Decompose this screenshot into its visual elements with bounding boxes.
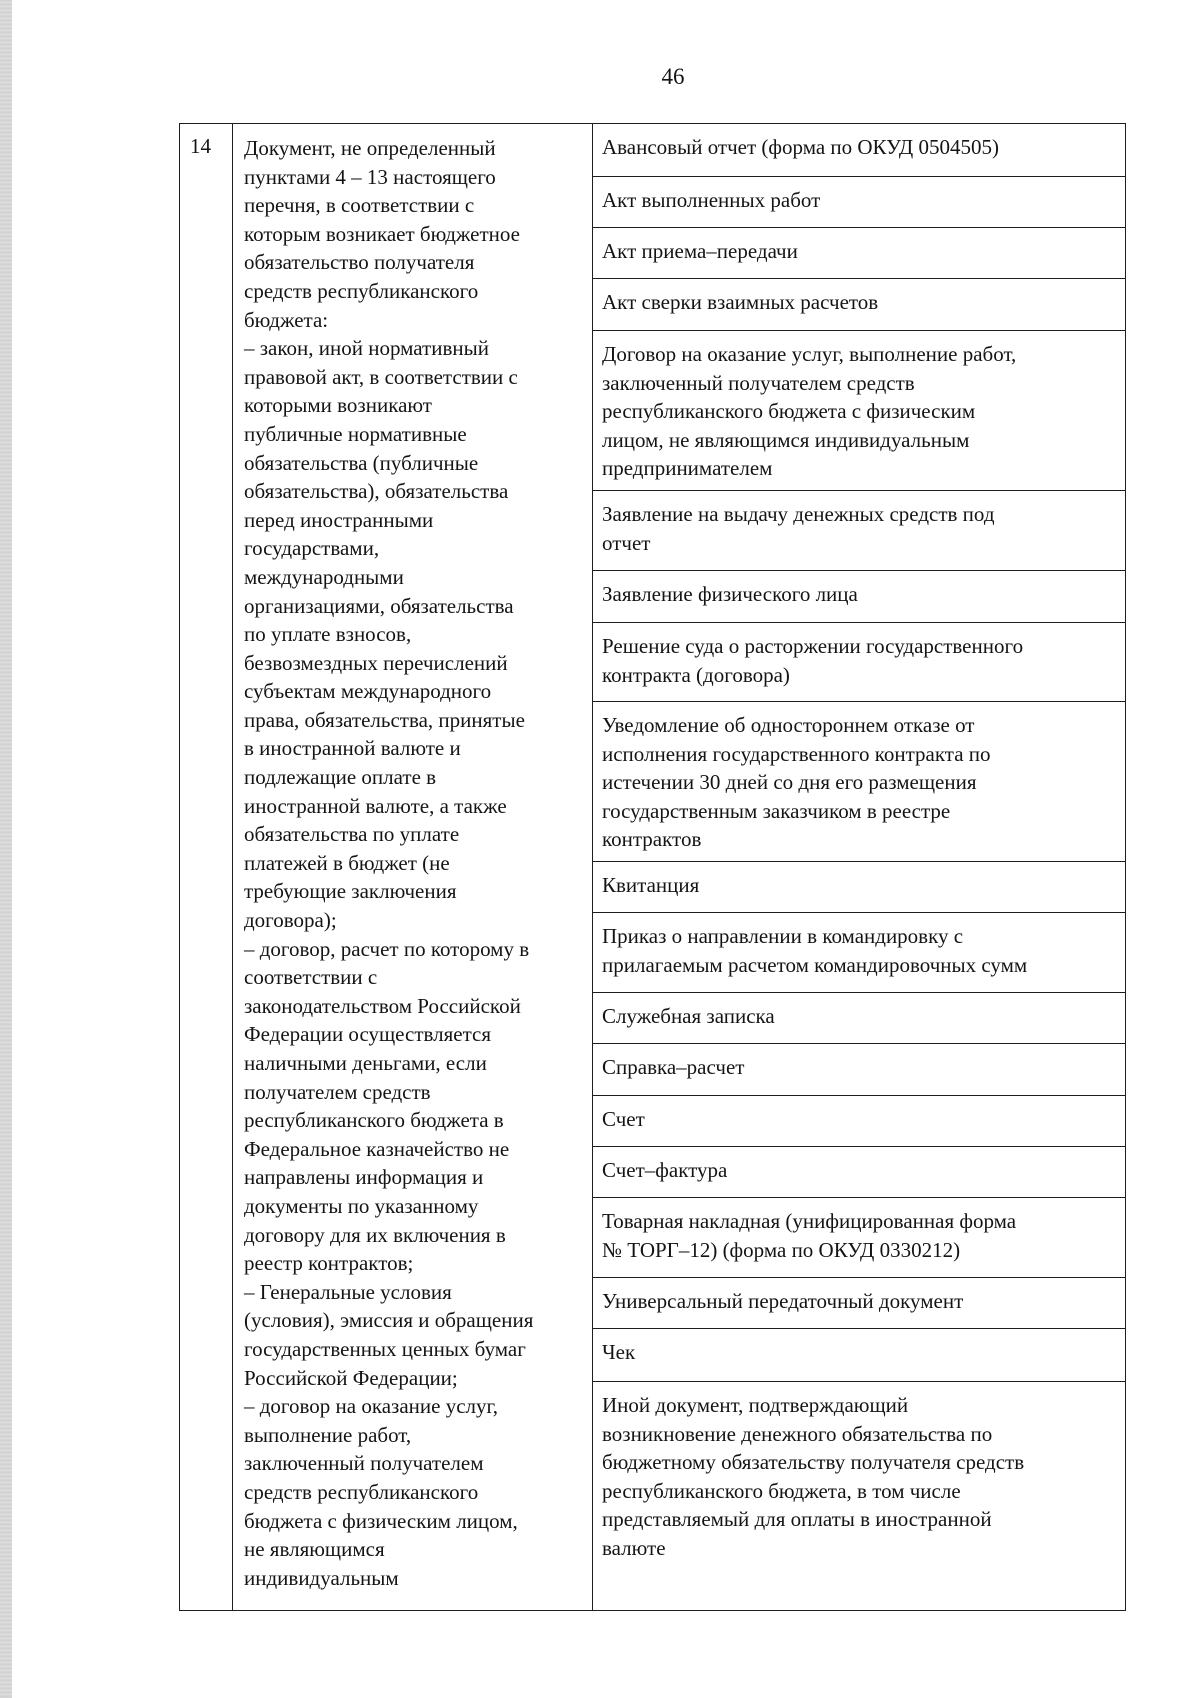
- document-cell: [593, 1329, 1125, 1382]
- document-label: Приказ о направлении в командировку с прилагаемым расчетом командировочных сумм: [602, 924, 1028, 977]
- document-cell: [593, 913, 1125, 993]
- document-cell: [593, 993, 1125, 1044]
- document-cell: [593, 862, 1125, 913]
- documents-column: [593, 124, 1125, 1610]
- document-label: Акт приема–передачи: [602, 239, 798, 263]
- document-cell: [593, 124, 1125, 177]
- document-cell: [593, 279, 1125, 331]
- document-cell: [593, 1096, 1125, 1147]
- document-label: Иной документ, подтверждающий возникновение денежного обязательства по бюджетному обязательству получателя средств республиканского бюджета, в том числе представляемый для оплаты в иностранной валюте: [602, 1393, 1025, 1560]
- document-label: Заявление физического лица: [602, 582, 858, 606]
- document-cell: [593, 491, 1125, 571]
- row-number-column: [180, 124, 233, 1610]
- document-label: Акт сверки взаимных расчетов: [602, 290, 879, 314]
- scan-edge: [0, 0, 12, 1698]
- document-label: Договор на оказание услуг, выполнение работ, заключенный получателем средств республиканского бюджета с физическим лицом, не являющимся индивидуальным предпринимателем: [602, 342, 1017, 481]
- document-label: Квитанция: [602, 873, 700, 897]
- document-cell: [593, 1198, 1125, 1278]
- row-description-column: [233, 124, 593, 1610]
- page-number: 46: [661, 64, 685, 89]
- document-table: [179, 123, 1126, 1611]
- row-number: 14: [190, 134, 211, 158]
- document-cell: [593, 623, 1125, 702]
- document-label: Справка–расчет: [602, 1055, 745, 1079]
- document-label: Счет–фактура: [602, 1158, 728, 1182]
- document-cell: [593, 571, 1125, 623]
- document-cell: [593, 1382, 1125, 1610]
- document-label: Авансовый отчет (форма по ОКУД 0504505): [602, 135, 999, 159]
- document-label: Решение суда о расторжении государственного контракта (договора): [602, 634, 1024, 687]
- document-label: Товарная накладная (унифицированная форма № ТОРГ–12) (форма по ОКУД 0330212): [602, 1209, 1017, 1262]
- document-label: Чек: [602, 1340, 636, 1364]
- document-cell: [593, 1278, 1125, 1329]
- document-cell: [593, 177, 1125, 228]
- document-cell: [593, 331, 1125, 491]
- row-description: Документ, не определенный пунктами 4 – 13 настоящего перечня, в соответствии с которым возникает бюджетное обязательство получателя средств республиканского бюджета: – закон, иной нормативный правовой акт, в соответствии с которыми возникают публичные нормативные обязательства (публичные обязательства), обязательства перед иностранными государствами, международными организациями, обязательства по уплате взносов, безвозмездных перечислений субъектам международного права, обязательства, принятые в иностранной валюте и подлежащие оплате в иностранной валюте, а также обязательства по уплате платежей в бюджет (не требующие заключения договора); – договор, расчет по которому в соответствии с законодательством Российской Федерации осуществляется наличными деньгами, если получателем средств республиканского бюджета в Федеральное казначейство не направлены информация и документы по указанному договору для их включения в реестр контрактов; – Генеральные условия (условия), эмиссия и обращения государственных ценных бумаг Российской Федерации; – договор на оказание услуг, выполнение работ, заключенный получателем средств республиканского бюджета с физическим лицом, не являющимся индивидуальным: [244, 136, 534, 1590]
- document-cell: [593, 228, 1125, 279]
- document-label: Акт выполненных работ: [602, 188, 821, 212]
- document-label: Универсальный передаточный документ: [602, 1289, 964, 1313]
- document-cell: [593, 702, 1125, 862]
- document-label: Уведомление об одностороннем отказе от исполнения государственного контракта по истечении 30 дней со дня его размещения государственным заказчиком в реестре контрактов: [602, 713, 991, 852]
- document-cell: [593, 1147, 1125, 1198]
- document-label: Служебная записка: [602, 1004, 775, 1028]
- document-label: Заявление на выдачу денежных средств под отчет: [602, 502, 995, 555]
- document-label: Счет: [602, 1107, 645, 1131]
- document-cell: [593, 1044, 1125, 1096]
